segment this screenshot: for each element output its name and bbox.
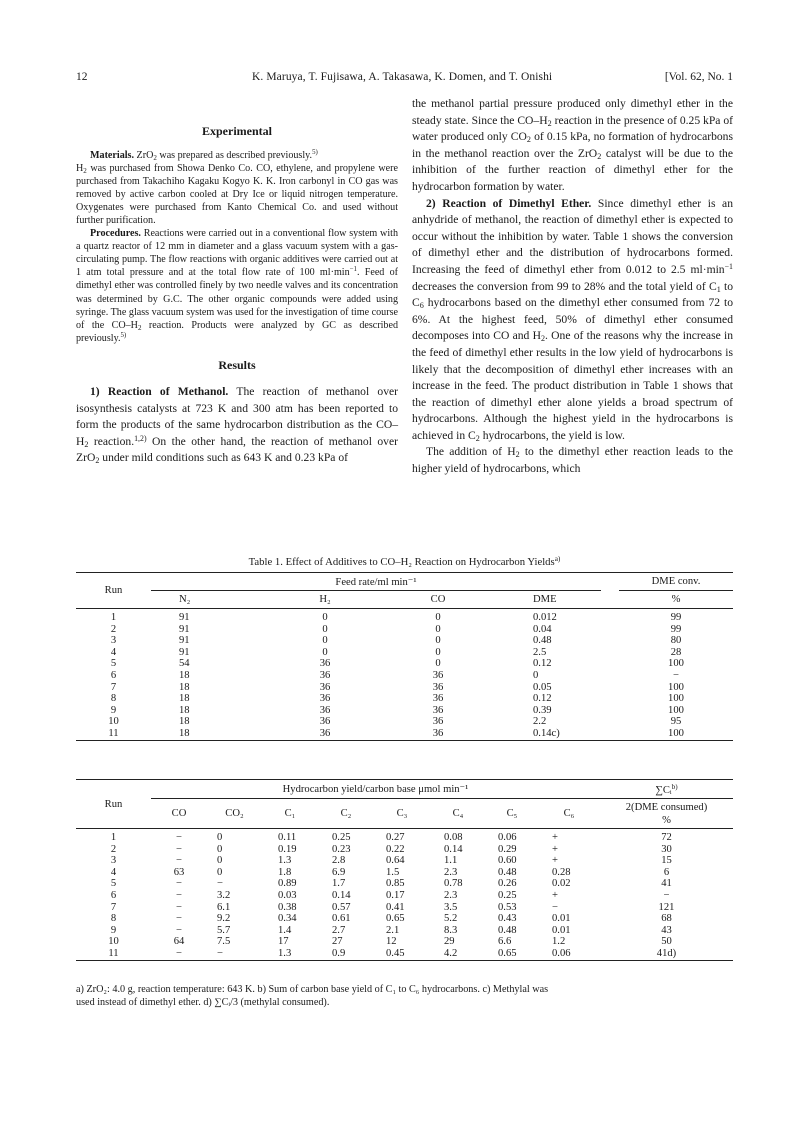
table-cell: 50 — [661, 936, 672, 948]
body-text: hydrocarbons, the yield is low. — [479, 428, 625, 442]
table-cell: 0.28 — [552, 866, 571, 878]
table-row — [76, 716, 733, 728]
table-cell: 3.5 — [444, 901, 458, 913]
body-text: The addition of H — [426, 445, 516, 459]
table-cell: 2.7 — [332, 924, 346, 936]
methanol-text: On the other hand, the reaction of methanol over ZrO — [76, 434, 398, 465]
table-cell: 91 — [179, 623, 190, 635]
col-n2: N₂ — [151, 591, 267, 609]
table-cell: 0 — [217, 832, 223, 843]
table-cell: 8 — [110, 693, 117, 705]
table-cell: 6.9 — [332, 866, 346, 878]
table-cell: − — [673, 669, 679, 681]
ratio-header-bottom — [600, 799, 733, 829]
table-cell: 0.25 — [498, 889, 517, 901]
table-cell: 6.1 — [217, 901, 231, 913]
col-c5: C₅ — [486, 799, 538, 829]
table-cell: 0.06 — [498, 832, 517, 843]
table-cell: 0.25 — [332, 832, 351, 843]
table-cell: 36 — [432, 693, 444, 705]
table-cell: 7 — [110, 681, 117, 693]
methanol-text: under mild conditions such as 643 K and 0.23 kPa of — [99, 451, 348, 465]
reference-mark: 5) — [312, 148, 318, 156]
table-cell: 0.48 — [498, 924, 517, 936]
table-cell: 7 — [110, 901, 117, 913]
table-cell: 0.9 — [332, 947, 346, 959]
reference-mark: a) — [554, 555, 561, 563]
table-cell: 3 — [110, 855, 117, 867]
table-cell: 0 — [533, 669, 539, 681]
table-row — [76, 609, 733, 624]
table-cell: 0.41 — [386, 901, 405, 913]
table-cell: 0.04 — [533, 623, 552, 635]
table-cell: 18 — [179, 704, 190, 716]
table-row — [76, 829, 733, 844]
table-cell: 1.4 — [278, 924, 292, 936]
materials-text: was prepared as described previously. — [156, 149, 313, 161]
table-cell: + — [552, 832, 558, 843]
table-cell: 0.14 — [444, 843, 463, 855]
procedures-paragraph: Procedures. Reactions were carried out in a conventional flow system with a quartz reactor of 12 mm in diameter and a glass vacuum system with a gas-circulating pump. The flow reactions with organic additives were carried out at 1 atm total pressure and at the total flow rate of 100 $ml\cdot\min^{-1}$. Feed of dimethyl ether was controlled finely by two needle valves and its concentration was determined by G.C. The other organic compounds were added using syringe. The glass vacuum system was used for the investigation of time course of the $CO-H_2$ reaction. Products were analyzed by GC as described previously.$^{5)}$ — [76, 228, 398, 344]
procedures-text: reaction. Products were analyzed by GC as described previously. — [76, 319, 398, 344]
table-cell: 41d) — [656, 947, 677, 959]
procedures-text: Reactions were carried out in a conventional flow system with a quartz reactor of 12 mm in diameter and a glass vacuum system with a gas-circulating pump. The flow reactions with organic additives were carried out at 1 atm total pressure and at the total flow rate of 100 ml·min — [76, 228, 398, 279]
table-cell: 0.14 — [332, 889, 351, 901]
run-header: Run — [76, 780, 151, 829]
table-cell: 54 — [179, 658, 190, 670]
table-cell: 100 — [668, 681, 684, 693]
table-cell: 36 — [319, 658, 331, 670]
page-number: 12 — [76, 71, 88, 83]
table-row — [76, 624, 733, 636]
table-cell: 0.05 — [533, 681, 552, 693]
table-cell: 6 — [110, 669, 117, 681]
table-cell: 2.8 — [332, 855, 346, 867]
table-cell: 4 — [110, 866, 117, 878]
table-row — [76, 670, 733, 682]
table-cell: 36 — [319, 693, 331, 705]
table-cell: 0 — [435, 646, 441, 658]
table-cell: 0.89 — [278, 878, 297, 890]
table-cell: 27 — [332, 936, 343, 948]
table-cell: 99 — [670, 612, 682, 623]
table-row — [76, 682, 733, 694]
table-cell: 6 — [663, 866, 670, 878]
table-cell: 1.1 — [444, 855, 458, 867]
ratio-header-top — [600, 780, 733, 799]
table-row — [76, 902, 733, 914]
dme-conv-header: DME conv. — [619, 573, 733, 591]
table-cell: 5 — [110, 658, 117, 670]
table-cell: 11 — [108, 727, 119, 739]
table-cell: 3 — [110, 635, 117, 647]
table-cell: 0.78 — [444, 878, 463, 890]
experimental-heading: Experimental — [202, 124, 272, 138]
table-cell: 100 — [668, 693, 684, 705]
table-cell: − — [176, 843, 182, 855]
table-cell: 0.85 — [386, 878, 405, 890]
table-cell: − — [217, 878, 223, 890]
table-cell: 2.5 — [533, 646, 547, 658]
table-cell: 0.23 — [332, 843, 351, 855]
table-cell: 0.43 — [498, 913, 517, 925]
table-cell: 99 — [670, 623, 682, 635]
table-row — [76, 925, 733, 937]
table-cell: 0.53 — [498, 901, 517, 913]
table-cell: 18 — [179, 716, 190, 728]
spacer-cell — [601, 728, 619, 740]
spacer-cell — [601, 716, 619, 728]
yield-header: Hydrocarbon yield/carbon base μmol min⁻¹ — [151, 780, 600, 799]
table-cell: 43 — [661, 924, 672, 936]
results-heading: Results — [218, 357, 256, 372]
body-text: to the dimethyl ether reaction leads to the higher yield of hydrocarbons, which — [412, 445, 733, 476]
table-cell: 91 — [179, 612, 190, 623]
table-cell: 100 — [668, 658, 684, 670]
table-cell: 0.34 — [278, 913, 297, 925]
table-cell: 9 — [110, 924, 117, 936]
dimethyl-ether-paragraph: 2) Reaction of Dimethyl Ether. Since dimethyl ether is an anhydride of methanol, the reaction of dimethyl ether is expected to occur without the inhibition by water. Table 1 shows the conversion of dimethyl ether and the distribution of hydrocarbons formed. Increasing the feed of dimethyl ether from 0.012 to 2.5 $ml\cdot\min^{-1}$ decreases the conversion from 99 to 28% and the total yield of $C_1$ to $C_6$ hydrocarbons based on the dimethyl ether consumed from 72 to 6%. At the highest feed, 50% of dimethyl ether consumed decomposes into CO and $H_2$. One of the reasons why the increase in the feed of dimethyl ether results in the low yield of hydrocarbons is likely that the decomposition of dimethyl ether increases with an increase in the feed. The product distribution in Table 1 shows that the reaction of dimethyl ether alone yields a broad spectrum of hydrocarbons. Although the highest yield in the hydrocarbons is achieved in $C_2$ hydrocarbons, the yield is low. — [412, 196, 733, 443]
table-cell: 2.2 — [533, 716, 547, 728]
table-cell: 2.3 — [444, 889, 458, 901]
methanol-label: 1) Reaction of Methanol. — [90, 385, 229, 399]
table-cell: 8.3 — [444, 924, 458, 936]
body-text: catalyst will be due to the inhibition of the further reaction of dimethyl ether for the hydrocarbon formation by water. — [412, 146, 733, 193]
table-cell: 0 — [322, 612, 328, 623]
table-row — [76, 890, 733, 902]
table-cell: 0 — [322, 635, 328, 647]
table-cell: 12 — [386, 936, 397, 948]
table-cell: 30 — [661, 843, 672, 855]
materials-text: was purchased from Showa Denko Co. CO, ethylene, and propylene were purchased from Takachiho Kagaku Kogyo K. K. Iron carbonyl in CO gas was removed by active carbon cooled at Dry Ice or liquid nitrogen temperature. Oxygenates were purchased from Kanto Chemical Co. and used without further purification. — [76, 162, 398, 226]
table-cell: 1.3 — [278, 947, 292, 959]
table-cell: 0.19 — [278, 843, 297, 855]
col-h2: H₂ — [267, 591, 383, 609]
running-header — [76, 71, 733, 87]
col-c2: C₂ — [318, 799, 374, 829]
table-cell: − — [176, 947, 182, 959]
table-cell: 0 — [217, 855, 223, 867]
spacer-cell — [601, 609, 619, 624]
table-cell: 4.2 — [444, 947, 458, 959]
table-cell: 0 — [435, 658, 441, 670]
table-row — [76, 705, 733, 717]
author-line: K. Maruya, T. Fujisawa, A. Takasawa, K. Domen, and T. Onishi — [252, 71, 553, 83]
body-text: the methanol partial pressure produced only dimethyl ether in the steady state. Since the CO–H — [412, 97, 733, 127]
table-cell: 1 — [110, 612, 117, 623]
table-cell: 10 — [108, 716, 119, 728]
table-cell: 36 — [319, 681, 331, 693]
table-cell: 1 — [110, 832, 117, 843]
table-cell: 0.02 — [552, 878, 571, 890]
table-cell: 100 — [668, 727, 684, 739]
methanol-text: reaction. — [88, 434, 135, 448]
table-cell: 100 — [668, 704, 684, 716]
table-cell: 3.2 — [217, 889, 231, 901]
table-cell: − — [217, 947, 223, 959]
table-cell: 5.7 — [217, 924, 231, 936]
table-cell: 5.2 — [444, 913, 458, 925]
right-column — [412, 96, 733, 478]
spacer-cell — [601, 624, 619, 636]
table-cell: 0.26 — [498, 878, 517, 890]
table-footnote — [76, 983, 736, 1009]
table-cell: − — [552, 901, 558, 913]
table-cell: 91 — [179, 646, 190, 658]
left-column — [76, 98, 398, 466]
table-row — [76, 913, 733, 925]
table-cell: 0.08 — [444, 832, 463, 843]
procedures-text: . Feed of dimethyl ether was controlled finely by two needle valves and its concentration was determined by G.C. The other organic compounds were added using syringe. The glass vacuum system was used for the investigation of time course of the CO–H — [76, 267, 398, 331]
table-cell: 0 — [435, 635, 441, 647]
footnote-line: a) ZrO₂: 4.0 g, reaction temperature: 643 K. b) Sum of carbon base yield of C₁ to C₆ hydrocarbons. c) Methylal was — [76, 984, 549, 995]
table-row — [76, 635, 733, 647]
table-cell: 0 — [435, 623, 441, 635]
body-text: . One of the reasons why the increase in the feed of dimethyl ether results in the low yield of hydrocarbons is likely that the decomposition of dimethyl ether increases with an increase in the feed. The product distribution in Table 1 shows that the reaction of dimethyl ether alone yields a broad spectrum of hydrocarbons. Although the highest yield in the hydrocarbons is achieved in C — [412, 329, 733, 442]
table-cell: 36 — [319, 669, 331, 681]
col-dme: DME — [493, 591, 601, 609]
table-cell: 2.3 — [444, 866, 458, 878]
table-cell: 36 — [319, 727, 331, 739]
reference-mark: 5) — [120, 331, 127, 339]
table-cell: 0.48 — [498, 866, 517, 878]
table-cell: 36 — [432, 716, 444, 728]
col-co: CO — [383, 591, 493, 609]
hydrocarbon-yield-table — [76, 779, 733, 961]
table-cell: 18 — [179, 727, 190, 739]
table-cell: 1.3 — [278, 855, 292, 867]
footnote-line: used instead of dimethyl ether. d) ∑Cᵢ/3 (methylal consumed). — [76, 997, 330, 1008]
table-cell: 95 — [670, 716, 682, 728]
table-cell: 0.57 — [332, 901, 351, 913]
table-row — [76, 693, 733, 705]
col-conv-unit: % — [619, 591, 733, 609]
body-text: to C — [412, 279, 733, 310]
methanol-continued-paragraph: the methanol partial pressure produced only dimethyl ether in the steady state. Since the $CO-H_2$ reaction in the presence of 0.25 kPa of water produced only $CO_2$ of 0.15 kPa, no formation of hydrocarbons in the methanol reaction over the ZrO$_2$ catalyst will be due to the inhibition of the further reaction of dimethyl ether for the hydrocarbon formation by water. — [412, 97, 734, 193]
feed-rate-table — [76, 572, 733, 741]
ratio-unit: % — [662, 815, 671, 826]
table-row — [76, 658, 733, 670]
body-text: Since dimethyl ether is an anhydride of methanol, the reaction of dimethyl ether is expected to occur without the inhibition by water. Table 1 shows the conversion of dimethyl ether and the distribution of hydrocarbons formed. Increasing the feed of dimethyl ether from 0.012 to 2.5 ml·min — [412, 196, 733, 276]
table-cell: 0 — [217, 843, 223, 855]
table-cell: 4 — [110, 646, 117, 658]
table-cell: 63 — [173, 866, 185, 878]
col-c6: C₆ — [538, 799, 600, 829]
ratio-denominator: 2(DME consumed) — [625, 802, 708, 813]
table-cell: 0.60 — [498, 855, 517, 867]
table-cell: 9 — [110, 704, 117, 716]
table-cell: 29 — [444, 936, 455, 948]
table-cell: 121 — [658, 901, 675, 913]
table-caption — [76, 556, 733, 568]
table-cell: − — [176, 913, 182, 925]
table-cell: 0.11 — [278, 832, 297, 843]
table-cell: 0.27 — [386, 832, 405, 843]
table-cell: 0.06 — [552, 947, 571, 959]
spacer-cell — [601, 635, 619, 647]
table-cell: 0.03 — [278, 889, 297, 901]
ratio-numerator: ∑Cᵢ — [655, 784, 672, 796]
table-cell: 18 — [179, 681, 190, 693]
table-cell: 0.01 — [552, 924, 571, 936]
col-co2: CO₂ — [207, 799, 262, 829]
table-cell: 1.5 — [386, 866, 400, 878]
table-cell: 41 — [661, 878, 672, 890]
table-cell: 36 — [319, 704, 331, 716]
table-cell: 0 — [322, 623, 328, 635]
materials-paragraph: Materials. ZrO$_2$ was prepared as described previously.$^{5)}$ $H_2$ was purchased from Showa Denko Co. CO, ethylene, and propylene were purchased from Takachiho Kagaku Kogyo K. K. Iron carbonyl in CO gas was removed by active carbon cooled at Dry Ice or liquid nitrogen temperature. Oxygenates were purchased from Kanto Chemical Co. and used without further purification. — [76, 148, 398, 226]
table-row — [76, 728, 733, 740]
table-row — [76, 878, 733, 890]
table-cell: + — [552, 843, 558, 855]
methanol-text: The reaction of methanol over isosynthesis catalysts at 723 K and 300 atm has been reported to form the products of the same hydrocarbon distribution as the CO–H — [76, 385, 399, 448]
materials-text: ZrO — [134, 149, 154, 161]
table-cell: 1.2 — [552, 936, 566, 948]
table-cell: − — [176, 832, 182, 843]
table-cell: 0.12 — [533, 693, 552, 705]
table-cell: 0.38 — [278, 901, 297, 913]
procedures-label: Procedures. — [90, 228, 141, 240]
table-cell: 0.17 — [386, 889, 405, 901]
table-cell: 0 — [217, 866, 223, 878]
table-cell: 0.65 — [386, 913, 405, 925]
table-cell: 0.29 — [498, 843, 517, 855]
table-cell: 0.39 — [533, 704, 552, 716]
table-cell: 2 — [110, 843, 117, 855]
col-c1: C₁ — [262, 799, 318, 829]
table-cell: 2 — [110, 623, 117, 635]
table-cell: 6 — [110, 889, 117, 901]
table-cell: − — [176, 855, 182, 867]
table-cell: 68 — [661, 913, 672, 925]
table-cell: 11 — [108, 947, 119, 959]
body-text: reaction in the presence of 0.25 kPa of water produced only CO — [412, 113, 734, 144]
spacer-cell — [601, 670, 619, 682]
table-cell: 9.2 — [217, 913, 231, 925]
table-cell: 0.14c) — [533, 727, 560, 739]
volume-info: [Vol. 62, No. 1 — [664, 71, 733, 83]
table-cell: + — [552, 855, 558, 867]
table-cell: 0.64 — [386, 855, 405, 867]
table-cell: 18 — [179, 693, 190, 705]
table-cell: + — [552, 889, 558, 901]
spacer-cell — [601, 682, 619, 694]
table-cell: 36 — [432, 681, 444, 693]
table-cell: − — [176, 901, 182, 913]
col-co: CO — [151, 799, 207, 829]
table-cell: 15 — [661, 855, 672, 867]
spacer-cell — [601, 658, 619, 670]
table-cell: 1.8 — [278, 866, 292, 878]
table-cell: − — [176, 878, 182, 890]
dme-label: 2) Reaction of Dimethyl Ether. — [426, 196, 592, 210]
col-c3: C₃ — [374, 799, 430, 829]
table-cell: 0.22 — [386, 843, 405, 855]
spacer-cell — [601, 693, 619, 705]
reference-mark: 1,2) — [134, 433, 147, 443]
table-cell: 72 — [661, 832, 672, 843]
table-cell: 1.7 — [332, 878, 346, 890]
table-cell: − — [176, 924, 182, 936]
body-text: hydrocarbons based on the dimethyl ether consumed from 72 to 6%. At the highest feed, 50% of dimethyl ether consumed decomposes into CO and H — [412, 296, 733, 343]
table-row — [76, 936, 733, 948]
run-header: Run — [76, 573, 151, 609]
table-cell: 0.61 — [332, 913, 351, 925]
reference-mark: b) — [671, 782, 678, 791]
table-row — [76, 855, 733, 867]
body-text: decreases the conversion from 99 to 28% and the total yield of C — [412, 279, 717, 293]
table-cell: 18 — [179, 669, 190, 681]
table-cell: 36 — [319, 716, 331, 728]
table-cell: 0.012 — [533, 612, 557, 623]
table-cell: 10 — [108, 936, 119, 948]
table-cell: 0 — [322, 646, 328, 658]
table-cell: 0.12 — [533, 658, 552, 670]
body-text: of 0.15 kPa, no formation of hydrocarbons in the methanol reaction over the ZrO — [412, 130, 733, 160]
table-cell: − — [663, 889, 670, 901]
spacer-cell — [601, 647, 619, 659]
table-cell: 80 — [670, 635, 682, 647]
feed-rate-header: Feed rate/ml min⁻¹ — [151, 573, 601, 591]
table-cell: 0.48 — [533, 635, 552, 647]
spacer-cell — [601, 705, 619, 717]
table-cell: 0.65 — [498, 947, 517, 959]
table-cell: 17 — [278, 936, 289, 948]
table-cell: 5 — [110, 878, 117, 890]
table-cell: 0 — [435, 612, 441, 623]
table-cell: 7.5 — [217, 936, 231, 948]
methanol-paragraph: 1) Reaction of Methanol. The reaction of methanol over isosynthesis catalysts at 723 K and 300 atm has been reported to form the products of the same hydrocarbon distribution as the $CO-H_2$ reaction.$^{1,2)}$ On the other hand, the reaction of methanol over ZrO$_2$ under mild conditions such as 643 K and 0.23 kPa of — [76, 385, 399, 466]
table-row — [76, 948, 733, 960]
materials-label: Materials. — [90, 149, 135, 161]
table-cell: 0.45 — [386, 947, 405, 959]
table-cell: 28 — [670, 646, 682, 658]
table-cell: 8 — [110, 913, 117, 925]
table-cell: 2.1 — [386, 924, 400, 936]
table-row — [76, 647, 733, 659]
table-cell: 36 — [432, 727, 444, 739]
table-cell: 36 — [432, 669, 444, 681]
table-cell: 6.6 — [498, 936, 512, 948]
table-row — [76, 867, 733, 879]
table-cell: 0.01 — [552, 913, 571, 925]
table-row — [76, 844, 733, 856]
table-cell: 91 — [179, 635, 190, 647]
table-cell: 64 — [173, 936, 185, 948]
table-cell: 36 — [432, 704, 444, 716]
col-c4: C₄ — [430, 799, 486, 829]
table-caption-text: Table 1. Effect of Additives to CO–H₂ Reaction on Hydrocarbon Yields — [248, 556, 555, 568]
table-cell: − — [176, 889, 182, 901]
h2-addition-paragraph: The addition of $H_2$ to the dimethyl ether reaction leads to the higher yield of hydrocarbons, which — [412, 445, 733, 476]
